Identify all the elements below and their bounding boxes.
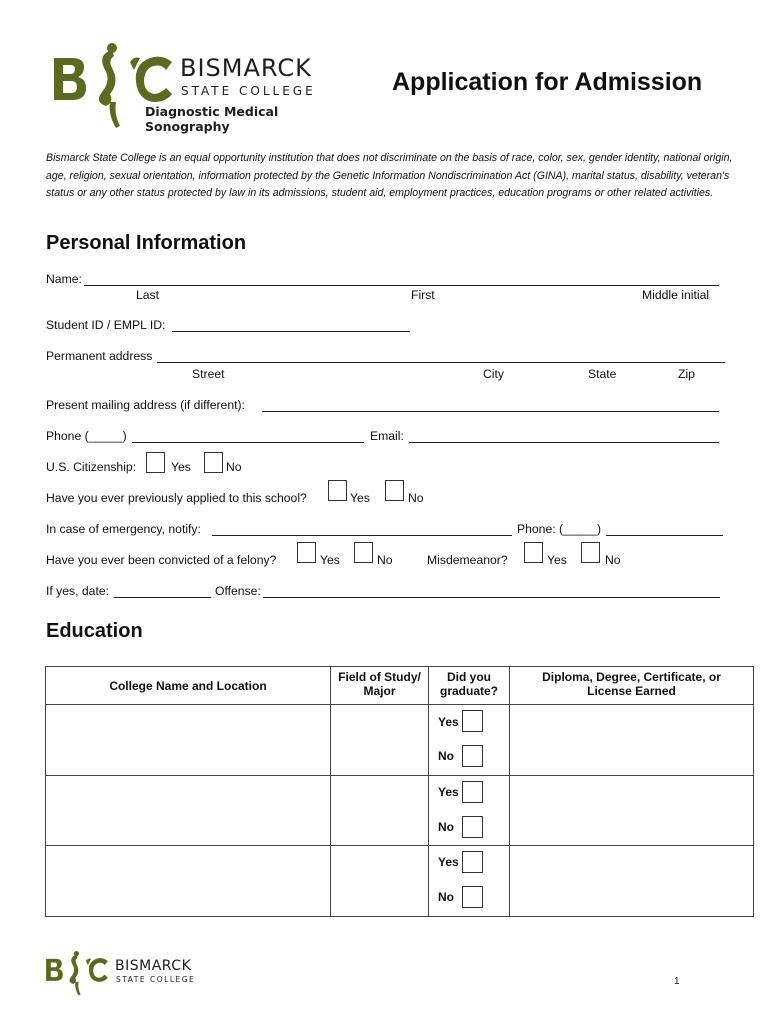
diploma-cell[interactable] — [510, 776, 754, 846]
table-row — [46, 846, 754, 917]
citizenship-no-label: No — [226, 460, 242, 474]
col-field-header: Field of Study/ Major — [331, 667, 429, 705]
personal-info-heading: Personal Information — [46, 232, 247, 254]
nondiscrimination-statement: Bismarck State College is an equal opportunity institution that does not discriminate on the basis of race, color, sex, gender identity, national origin, age, religion, sexual orientation, information protected by the Genetic Information Nondiscrimination Act (GINA), marital status, disability, veteran's status or any other status protected by law in its admissions, student aid, employment practices, education programs or other related activities. — [46, 152, 733, 199]
offense-field[interactable] — [263, 597, 720, 598]
graduate-cell — [429, 705, 510, 776]
page-title: Application for Admission — [392, 68, 703, 96]
graduate-yes-checkbox[interactable] — [462, 851, 483, 873]
misdemeanor-yes-label: Yes — [547, 553, 567, 567]
misdemeanor-no-checkbox[interactable] — [581, 542, 600, 563]
citizenship-yes-checkbox[interactable] — [146, 452, 165, 473]
name-last-caption: Last — [136, 288, 160, 302]
address-street-caption: Street — [192, 367, 225, 381]
college-cell[interactable] — [46, 846, 331, 917]
emergency-contact-label: In case of emergency, notify: — [46, 522, 201, 536]
phone-label: Phone (_____) — [46, 429, 127, 443]
page-number: 1 — [674, 976, 680, 987]
name-first-caption: First — [411, 288, 435, 302]
applied-yes-label: Yes — [350, 491, 370, 505]
field-cell[interactable] — [331, 776, 429, 846]
bsc-logo — [50, 40, 350, 134]
felony-yes-label: Yes — [320, 553, 340, 567]
felony-no-label: No — [377, 553, 393, 567]
offense-label: Offense: — [215, 584, 261, 598]
logo-bismarck: BISMARCK — [180, 54, 312, 82]
emergency-phone-field[interactable] — [606, 535, 723, 536]
graduate-yes-label: Yes — [438, 715, 459, 729]
col-diploma-header: Diploma, Degree, Certificate, or License Earned — [510, 667, 754, 705]
field-cell[interactable] — [331, 846, 429, 917]
diploma-cell[interactable] — [510, 705, 754, 776]
felony-label: Have you ever been convicted of a felony? — [46, 553, 277, 567]
graduate-cell — [429, 846, 510, 917]
address-city-caption: City — [483, 367, 504, 381]
footer-logo-bismarck: BISMARCK — [115, 958, 192, 974]
if-yes-date-field[interactable] — [114, 597, 211, 598]
student-id-label: Student ID / EMPL ID: — [46, 318, 166, 332]
table-row — [46, 776, 754, 846]
education-table-header — [46, 667, 754, 705]
graduate-no-label: No — [438, 820, 454, 834]
graduate-cell — [429, 776, 510, 846]
graduate-no-checkbox[interactable] — [462, 816, 483, 838]
citizenship-label: U.S. Citizenship: — [46, 460, 137, 474]
applied-yes-checkbox[interactable] — [328, 480, 347, 501]
felony-no-checkbox[interactable] — [354, 542, 373, 563]
logo-program: Diagnostic Medical Sonography — [145, 104, 279, 134]
table-row — [46, 705, 754, 776]
emergency-phone-label: Phone: (_____) — [517, 522, 602, 536]
name-label: Name: — [46, 272, 82, 286]
email-label: Email: — [370, 429, 404, 443]
address-state-caption: State — [588, 367, 617, 381]
field-cell[interactable] — [331, 705, 429, 776]
citizenship-no-checkbox[interactable] — [204, 452, 223, 473]
footer-logo — [44, 948, 214, 998]
graduate-yes-checkbox[interactable] — [462, 710, 483, 732]
graduate-no-checkbox[interactable] — [462, 886, 483, 908]
applied-before-label: Have you ever previously applied to this school? — [46, 491, 307, 505]
misdemeanor-yes-checkbox[interactable] — [524, 542, 543, 563]
email-field[interactable] — [409, 442, 719, 443]
education-heading: Education — [46, 620, 143, 642]
graduate-yes-checkbox[interactable] — [462, 781, 483, 803]
education-table — [45, 666, 754, 917]
diploma-cell[interactable] — [510, 846, 754, 917]
applied-no-label: No — [408, 491, 424, 505]
citizenship-yes-label: Yes — [171, 460, 191, 474]
misdemeanor-no-label: No — [605, 553, 621, 567]
applied-no-checkbox[interactable] — [385, 480, 404, 501]
logo-state-college: STATE COLLEGE — [181, 84, 316, 98]
college-cell[interactable] — [46, 776, 331, 846]
emergency-contact-field[interactable] — [212, 535, 512, 536]
graduate-no-label: No — [438, 890, 454, 904]
address-field[interactable] — [157, 362, 725, 363]
mailing-address-field[interactable] — [262, 411, 719, 412]
graduate-no-label: No — [438, 749, 454, 763]
college-cell[interactable] — [46, 705, 331, 776]
mailing-address-label: Present mailing address (if different): — [46, 398, 245, 412]
phone-field[interactable] — [132, 442, 364, 443]
graduate-yes-label: Yes — [438, 855, 459, 869]
felony-yes-checkbox[interactable] — [297, 542, 316, 563]
col-graduate-header: Did you graduate? — [429, 667, 510, 705]
name-field[interactable] — [84, 285, 719, 286]
footer-logo-state-college: STATE COLLEGE — [116, 975, 196, 984]
address-label: Permanent address — [46, 349, 153, 363]
col-college-header: College Name and Location — [46, 667, 331, 705]
name-middle-caption: Middle initial — [642, 288, 710, 302]
if-yes-date-label: If yes, date: — [46, 584, 110, 598]
student-id-field[interactable] — [172, 331, 410, 332]
misdemeanor-label: Misdemeanor? — [427, 553, 508, 567]
address-zip-caption: Zip — [678, 367, 695, 381]
graduate-yes-label: Yes — [438, 785, 459, 799]
footer-logo-mark — [44, 948, 112, 998]
graduate-no-checkbox[interactable] — [462, 745, 483, 767]
